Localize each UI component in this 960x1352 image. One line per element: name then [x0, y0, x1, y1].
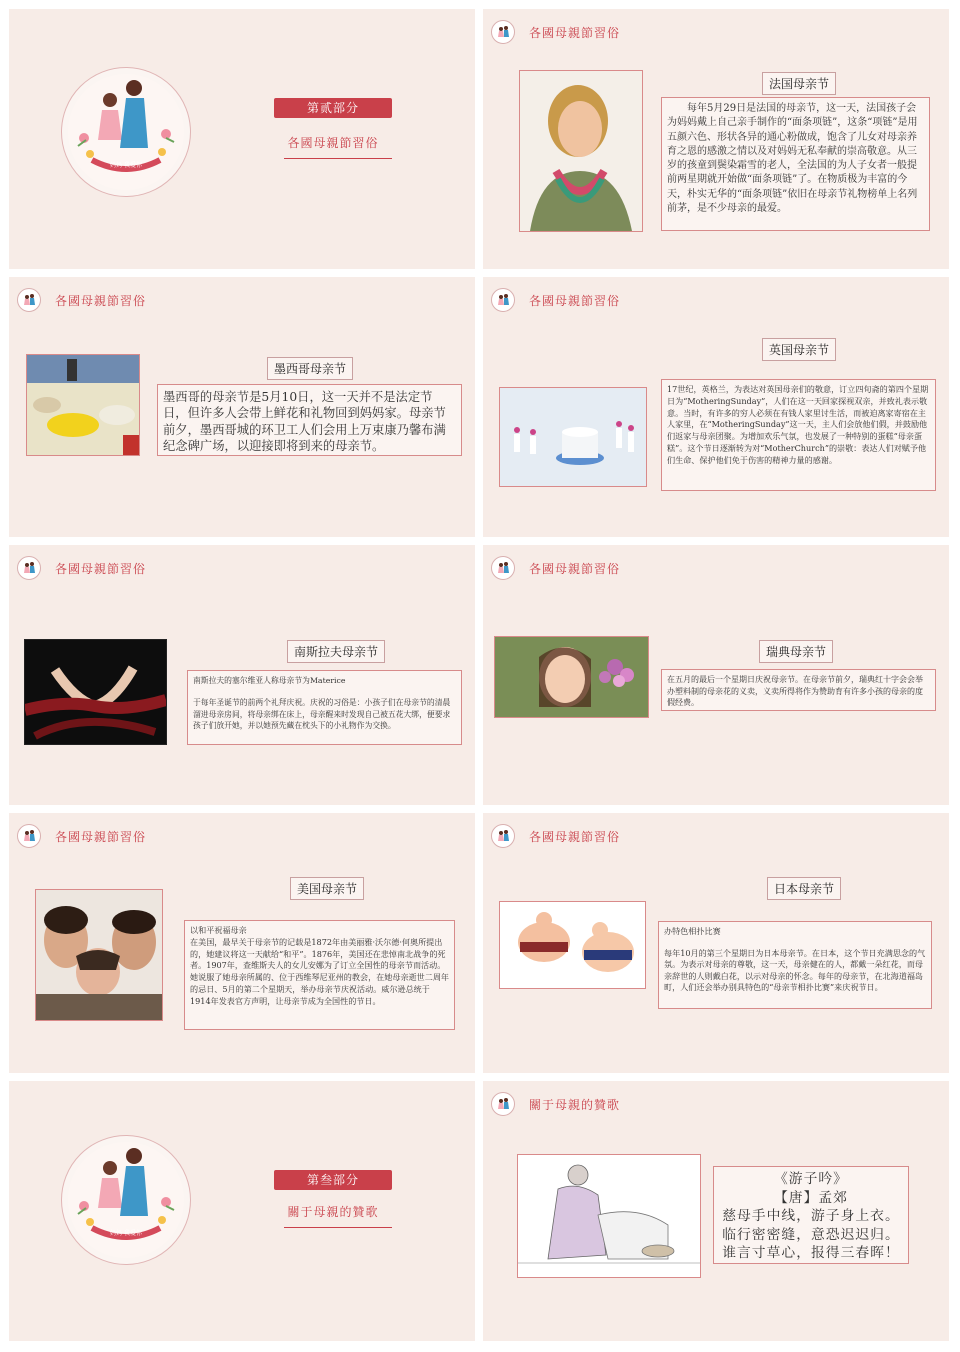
slide-yugoslavia	[9, 545, 475, 805]
section3-subtitle: 關于母親的贊歌	[287, 1205, 379, 1219]
poem-author: 【唐】孟郊	[774, 1189, 848, 1206]
mother-flowers-photo	[494, 636, 649, 718]
usa-line1: 以和平祝福母亲	[190, 925, 247, 935]
slide-mexico	[9, 277, 475, 537]
slide-header	[17, 557, 146, 579]
japan-text-box	[658, 921, 932, 1009]
slide-japan	[483, 813, 949, 1073]
japan-text: 每年10月的第三个星期日为日本母亲节。在日本，这个节日充满思念的气氛。为表示对母亲的尊敬，这一天，母亲健在的人，都戴一朵红花，而母亲辞世的人则戴白花，以示对母亲的怀念。每年的母亲节，在北海道福岛町，人们还会举办别具特色的“母亲节相扑比赛”来庆祝节日。	[664, 947, 926, 993]
section3-underline	[284, 1227, 392, 1228]
tied-hands-photo	[24, 639, 167, 745]
usa-title: 美国母亲节	[290, 877, 364, 900]
mexico-title: 墨西哥母亲节	[267, 357, 353, 380]
slide-usa	[9, 813, 475, 1073]
usa-text: 在美国，最早关于母亲节的记载是1872年由美丽雅·沃尔德·何奥所提出的，她建议将这一天献给“和平”。1876年，美国还在悲悼南北战争的死者。1907年，查维斯夫人的女儿安娜为了订立全国性的母亲节而活动。她说服了她母亲所属的、位于西维琴尼亚州的教会，在她母亲逝世二周年的忌日、5月的第二个星期天，举办母亲节庆祝活动。威尔逊总统于1914年发表官方声明，让母亲节成为全国性的节日。	[190, 936, 450, 1006]
slide-header	[17, 825, 146, 847]
slide-header	[17, 289, 146, 311]
section3-button: 第叁部分	[274, 1170, 392, 1190]
section2-button: 第贰部分	[274, 98, 392, 118]
slide-poem	[483, 1081, 949, 1341]
japan-line1: 办特色相扑比赛	[664, 926, 721, 936]
section2-subtitle: 各國母親節習俗	[287, 136, 379, 150]
yugoslavia-line1: 南斯拉夫的塞尔维亚人称母亲节为Materice	[193, 676, 346, 685]
family-hug-photo	[35, 889, 163, 1021]
slide-header	[491, 21, 620, 43]
poem-title: 《游子吟》	[774, 1171, 848, 1187]
poem-line2: 临行密密缝，意恐迟迟归。	[722, 1226, 900, 1243]
section2-underline	[284, 158, 392, 159]
woman-necklace-photo	[519, 70, 643, 232]
poem-line3: 谁言寸草心，报得三春晖！	[722, 1245, 900, 1261]
slide-section2-cover	[9, 9, 475, 269]
slide-header	[491, 289, 620, 311]
uk-text: 17世纪，英格兰，为表达对英国母亲们的敬意，订立四旬斋的第四个星期日为“MotheringSunday”，人们在这一天回家探视双亲，并致礼表示敬意。当时，有许多的穷人必须在有钱人家里讨生活，而被迫离家寄宿在主人家里，在“MotheringSunday”这一天，主人们会放他们假，并鼓励他们返家与母亲团聚。为增加欢乐气氛，也发展了一种特别的蛋糕“母亲蛋糕”。这个节日逐渐转为对“MotherChurch”的崇敬：表达人们对赋予他们生命、保护他们免于伤害的精神力量的感谢。	[661, 379, 936, 491]
logo-banner-text: 妈妈 我爱你	[110, 1230, 142, 1237]
france-title: 法国母亲节	[762, 72, 836, 95]
mother-child-logo-icon	[491, 288, 515, 312]
slide-header	[491, 825, 620, 847]
mother-child-logo-icon	[17, 288, 41, 312]
mother-child-logo-icon	[491, 556, 515, 580]
slide-uk	[483, 277, 949, 537]
yugoslavia-text: 于每年圣诞节的前两个礼拜庆祝。庆祝的习俗是：小孩子们在母亲节的清晨溜进母亲房间，将母亲绑在床上，母亲醒来时发现自己被五花大绑，便要求孩子们放开她，并以她预先藏在枕头下的小礼物作为交换。	[193, 698, 451, 731]
slide-sweden	[483, 545, 949, 805]
poem-line1: 慈母手中线，游子身上衣。	[722, 1208, 900, 1224]
mother-child-logo-icon	[17, 556, 41, 580]
slide-france	[483, 9, 949, 269]
mother-child-logo-icon	[491, 20, 515, 44]
section-title: 各國母親節習俗	[529, 561, 621, 576]
poem-box	[713, 1166, 909, 1264]
sweden-text: 在五月的最后一个星期日庆祝母亲节。在母亲节前夕，瑞典红十字会会举办塑料制的母亲花的义卖，义卖所得将作为赞助育有许多小孩的母亲的度假经费。	[661, 669, 936, 711]
mother-sewing-sketch	[517, 1154, 701, 1278]
uk-title: 英国母亲节	[762, 338, 836, 361]
slide-header	[491, 557, 620, 579]
section-title: 各國母親節習俗	[529, 25, 621, 40]
mother-child-illustration	[61, 67, 191, 197]
yugoslavia-text-box	[187, 670, 462, 745]
section-title: 各國母親節習俗	[55, 561, 147, 576]
section-title: 關于母親的贊歌	[529, 1097, 621, 1112]
slide-header	[491, 1093, 620, 1115]
section-title: 各國母親節習俗	[529, 293, 621, 308]
cake-chefs-photo	[499, 387, 647, 487]
mother-child-logo-icon	[491, 1092, 515, 1116]
france-text: 每年5月29日是法国的母亲节，这一天，法国孩子会为妈妈戴上自己亲手制作的“面条项链”，这条“项链”是用五颜六色、形状各异的通心粉做成，饱含了儿女对母亲养育之恩的感激之情以及对妈妈无私奉献的崇高敬意。从三岁的孩童到鬓染霜雪的老人，全法国的为人子女者一般提前两星期就开始做“面条项链”了。在物质极为丰富的今天，朴实无华的“面条项链”依旧在母亲节礼物榜单上名列前茅，是不少母亲的最爱。	[661, 97, 930, 231]
yugoslavia-title: 南斯拉夫母亲节	[287, 640, 385, 663]
sweden-title: 瑞典母亲节	[759, 640, 833, 663]
flowers-plaza-photo	[26, 354, 140, 456]
section-title: 各國母親節習俗	[529, 829, 621, 844]
sumo-cartoon-photo	[499, 901, 646, 989]
logo-banner-text: 妈妈 我爱你	[110, 162, 142, 169]
section-title: 各國母親節習俗	[55, 829, 147, 844]
usa-text-box	[184, 920, 455, 1030]
mother-child-logo-icon	[17, 824, 41, 848]
japan-title: 日本母亲节	[767, 877, 841, 900]
mother-child-logo-icon	[491, 824, 515, 848]
mother-child-illustration	[61, 1135, 191, 1265]
slide-section3-cover	[9, 1081, 475, 1341]
section-title: 各國母親節習俗	[55, 293, 147, 308]
mexico-text: 墨西哥的母亲节是5月10日，这一天并不是法定节日，但许多人会带上鲜花和礼物回到妈妈家。母亲节前夕，墨西哥城的环卫工人们会用上万束康乃馨布满纪念碑广场，以迎接即将到来的母亲节。	[157, 384, 462, 456]
